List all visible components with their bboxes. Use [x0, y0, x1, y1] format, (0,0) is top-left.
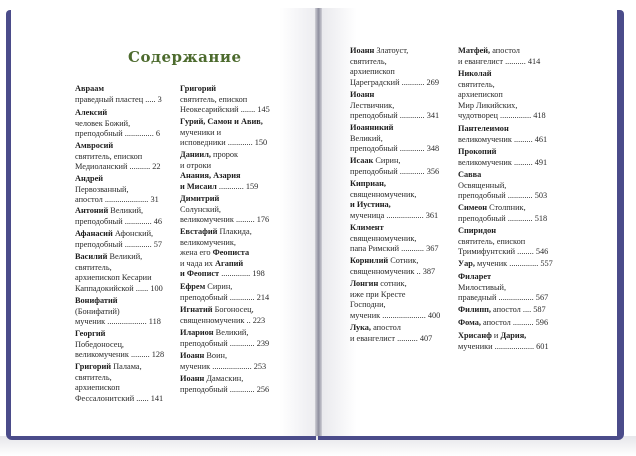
toc-entry [458, 147, 562, 168]
toc-entry-text: апостол .......... 596 [480, 318, 549, 327]
toc-entry-text: исповедники ............ 150 [180, 138, 268, 147]
toc-entry-line [75, 95, 179, 106]
toc-entry-text: мученик .............. 557 [474, 259, 553, 268]
toc-entry-text: преподобный ............. 57 [75, 239, 163, 249]
toc-entry-name: Феописта [212, 248, 250, 257]
toc-entry [75, 84, 179, 105]
toc-entry-line [458, 247, 562, 258]
toc-entry-line [458, 283, 562, 294]
toc-entry-text: апостол ..................... 31 [75, 195, 159, 204]
toc-entry-line [350, 57, 454, 68]
toc-entry-name: Лука, [350, 323, 372, 332]
toc-entry-text: святитель, епископ [458, 236, 526, 246]
toc-entry [75, 108, 179, 140]
toc-entry-line [75, 284, 179, 295]
toc-entry [180, 282, 284, 303]
toc-entry-line [180, 215, 284, 226]
toc-entry-name: Фома, [458, 318, 481, 327]
toc-entry-text: Освященный, [458, 180, 507, 190]
toc-entry-name: и Иустина, [350, 200, 391, 209]
toc-entry-line [180, 128, 284, 139]
toc-entry-text: архиепископ [75, 383, 120, 392]
toc-entry-line [75, 162, 179, 173]
toc-entry-name: Антоний [75, 206, 109, 215]
toc-entry-line [458, 111, 562, 122]
toc-entry-name: Димитрий [180, 194, 220, 203]
toc-entry-line [350, 190, 454, 201]
toc-entry-text: Тримифунтский ........ 546 [458, 247, 549, 256]
toc-entry-line [350, 290, 454, 301]
toc-entry-text: апостол .... 587 [490, 305, 546, 314]
toc-entry-text: чудотворец ............... 418 [458, 111, 546, 120]
toc-entry-name: Гурий, Самон и Авив, [180, 117, 263, 126]
toc-entry-name: Николай [458, 69, 492, 78]
toc-entry-line [75, 307, 179, 318]
toc-entry [350, 90, 454, 122]
toc-entry-line [180, 248, 284, 259]
toc-entry-line [458, 80, 562, 91]
toc-entry-text: преподобный ............ 518 [458, 213, 548, 223]
toc-entry-text: Сирин, [373, 156, 401, 165]
toc-entry-name: Симеон [458, 203, 488, 212]
toc-entry-name: Афанасий [75, 229, 113, 238]
toc-entry [180, 328, 284, 349]
toc-entry-name: Филарет [458, 272, 492, 281]
toc-entry-line [458, 305, 562, 316]
book-spine [315, 8, 322, 436]
toc-entry-text: апостол [371, 323, 401, 332]
toc-entry [458, 331, 562, 352]
toc-entry-line [180, 305, 284, 316]
toc-entry-line [350, 323, 454, 334]
toc-entry-text: архиепископ [458, 90, 503, 99]
toc-entry-text: мученик ................... 118 [75, 317, 161, 326]
toc-entry-line [180, 161, 284, 172]
toc-entry-name: Иоанн [180, 374, 205, 383]
toc-entry-text: апостол [490, 46, 520, 55]
toc-entry-text: Сирин, [205, 282, 233, 291]
toc-entry [180, 84, 284, 116]
toc-entry-line [350, 267, 454, 278]
toc-entry-text: преподобный .............. 6 [75, 129, 161, 138]
toc-entry-line [458, 191, 562, 202]
toc-entry-line [180, 171, 284, 182]
toc-entry-line [350, 234, 454, 245]
toc-entry-text: Медиоланский .......... 22 [75, 162, 161, 171]
toc-entry-text: ............ 159 [216, 181, 259, 191]
toc-entry [350, 46, 454, 88]
toc-entry-text: мученик ................... 253 [180, 361, 267, 371]
toc-entry-text: Цареградский ........... 269 [350, 77, 439, 87]
toc-entry-line [458, 158, 562, 169]
toc-entry-text: Афонский, [112, 229, 154, 238]
toc-entry-text: Великий, [213, 328, 249, 337]
toc-entry-text: Неокесарийский ....... 145 [180, 105, 270, 114]
toc-entry-text: и евангелист .......... 414 [458, 56, 541, 66]
toc-entry-text: святитель, епископ [75, 151, 143, 161]
toc-entry-name: Лонгин [350, 279, 379, 288]
toc-entry-name: Исаак [350, 156, 374, 165]
toc-entry-line [458, 101, 562, 112]
toc-entry-line [75, 229, 179, 240]
toc-entry [75, 141, 179, 173]
toc-entry-text: иже при Кресте [350, 289, 406, 299]
toc-entry [350, 256, 454, 277]
toc-entry-line [75, 206, 179, 217]
toc-entry-line [180, 282, 284, 293]
toc-entry-line [458, 237, 562, 248]
toc-entry-line [75, 340, 179, 351]
toc-entry-line [350, 123, 454, 134]
toc-entry-text: Мир Ликийских, [458, 100, 518, 110]
toc-entry-name: Георгий [75, 329, 106, 338]
toc-entry-name: Прокопий [458, 147, 497, 156]
toc-entry [350, 123, 454, 155]
toc-entry [75, 229, 179, 250]
toc-entry-line [350, 300, 454, 311]
toc-entry [75, 252, 179, 294]
toc-entry-name: Киприан, [350, 179, 386, 188]
toc-entry-text: Воин, [204, 351, 228, 360]
toc-entry-text: великомученик ......... 491 [458, 157, 548, 167]
toc-entry-text: священномученик .. 387 [350, 266, 436, 276]
toc-entry-line [75, 263, 179, 274]
toc-entry-text: преподобный ............ 356 [350, 166, 440, 176]
toc-entry-line [180, 293, 284, 304]
toc-entry-text: .............. 198 [219, 269, 265, 278]
toc-entry-line [458, 203, 562, 214]
toc-entry-name: Иоанникий [350, 123, 394, 132]
toc-entry-name: Савва [458, 170, 482, 179]
toc-entry-name: Даниил, [180, 150, 211, 159]
toc-entry-name: Корнилий [350, 256, 389, 265]
toc-entry-text: Лествичник, [350, 100, 395, 110]
toc-entry [350, 223, 454, 255]
toc-entry-line [350, 200, 454, 211]
toc-entry [75, 206, 179, 227]
toc-entry-text: (Бонифатий) [75, 306, 120, 316]
toc-entry [350, 323, 454, 344]
toc-entry-line [75, 273, 179, 284]
toc-entry-line [350, 46, 454, 57]
toc-entry-line [75, 108, 179, 119]
toc-entry-line [180, 95, 284, 106]
toc-entry [458, 124, 562, 145]
toc-entry [350, 279, 454, 321]
toc-entry [458, 305, 562, 316]
toc-entry-line [75, 373, 179, 384]
toc-entry-line [458, 69, 562, 80]
toc-entry-line [350, 67, 454, 78]
toc-entry-text: преподобный ............ 341 [350, 111, 440, 120]
toc-entry-text: Господни, [350, 300, 386, 309]
toc-entry-name: и Мисаил [180, 181, 217, 191]
toc-entry-line [180, 205, 284, 216]
toc-entry-line [458, 293, 562, 304]
toc-entry-text: Палама, [111, 362, 142, 371]
toc-entry-text: Милостивый, [458, 282, 507, 292]
toc-entry [458, 272, 562, 304]
toc-entry-line [75, 84, 179, 95]
toc-entry-text: мученики ................... 601 [458, 341, 549, 351]
toc-entry-text: преподобный ............. 46 [75, 216, 163, 226]
toc-entry [458, 170, 562, 202]
toc-entry-text: Фессалонитский ...... 141 [75, 393, 164, 403]
toc-entry-text: преподобный ............ 503 [458, 191, 548, 200]
toc-entry-text: святитель, [458, 79, 495, 89]
toc-entry-text: великомученик, [180, 237, 236, 247]
toc-entry-text: Дамаскин, [204, 374, 244, 383]
toc-entry-name: Климент [350, 223, 384, 232]
toc-entry-name: Иоанн [350, 46, 375, 55]
toc-entry-line [75, 174, 179, 185]
toc-entry-line [458, 331, 562, 342]
toc-entry [350, 179, 454, 221]
toc-entry-text: и [491, 331, 501, 340]
toc-entry-text: пророк [210, 150, 239, 159]
toc-entry-text: святитель, [75, 262, 112, 272]
toc-entry-line [180, 316, 284, 327]
toc-entry-text: Великий, [107, 252, 143, 261]
toc-entry-line [180, 117, 284, 128]
toc-entry-line [75, 119, 179, 130]
toc-entry-name: Дария, [500, 331, 527, 340]
page-title: Содержание [128, 48, 242, 66]
toc-entry [75, 362, 179, 404]
toc-entry-line [350, 179, 454, 190]
toc-entry-text: и евангелист .......... 407 [350, 333, 433, 343]
toc-entry-line [458, 135, 562, 146]
toc-entry-line [458, 90, 562, 101]
toc-entry-text: и отроки [180, 160, 212, 170]
toc-entry-text: Златоуст, [374, 46, 409, 55]
toc-entry-text: священномученик, [350, 233, 417, 243]
toc-entry-name: Иоанн [180, 351, 205, 360]
toc-entry-line [458, 124, 562, 135]
toc-entry [458, 69, 562, 122]
toc-entry-line [75, 329, 179, 340]
toc-entry [75, 174, 179, 206]
toc-entry-text: преподобный ............ 348 [350, 144, 440, 153]
toc-entry-line [458, 214, 562, 225]
toc-entry-line [75, 217, 179, 228]
toc-entry [75, 329, 179, 361]
toc-entry-text: мученик ..................... 400 [350, 310, 441, 320]
toc-entry-line [75, 152, 179, 163]
toc-entry-line [350, 211, 454, 222]
toc-entry-text: Первозванный, [75, 184, 129, 194]
toc-entry [180, 194, 284, 226]
toc-entry-line [350, 223, 454, 234]
toc-entry-text: праведный ................. 567 [458, 293, 549, 302]
toc-entry-name: Иоанн [350, 90, 375, 99]
toc-entry-line [75, 317, 179, 328]
toc-entry-line [458, 181, 562, 192]
toc-entry-line [180, 269, 284, 280]
toc-entry-line [180, 362, 284, 373]
toc-entry-name: и Феопист [180, 269, 220, 278]
toc-entry-line [180, 105, 284, 116]
toc-entry-name: Уар, [458, 259, 475, 268]
toc-entry-line [350, 144, 454, 155]
toc-entry-text: Каппадокийской ...... 100 [75, 283, 163, 293]
toc-entry [458, 203, 562, 224]
toc-entry-name: Анания, Азария [180, 171, 241, 180]
toc-entry-line [180, 351, 284, 362]
toc-entry-line [75, 195, 179, 206]
toc-entry-name: Григорий [75, 362, 112, 371]
toc-entry-text: великомученик ......... 461 [458, 134, 548, 144]
toc-entry-line [350, 279, 454, 290]
toc-entry-line [458, 46, 562, 57]
toc-entry-line [180, 194, 284, 205]
toc-entry-name: Хрисанф [458, 331, 492, 340]
toc-entry-text: папа Римский ........... 367 [350, 244, 439, 253]
toc-entry-line [180, 328, 284, 339]
toc-entry-line [350, 334, 454, 345]
toc-entry-name: Андрей [75, 174, 104, 183]
toc-entry-line [180, 374, 284, 385]
toc-entry [75, 296, 179, 328]
toc-entry-line [350, 256, 454, 267]
toc-entry [458, 226, 562, 258]
toc-entry-line [75, 240, 179, 251]
toc-entry-name: Спиридон [458, 226, 497, 235]
toc-entry [180, 150, 284, 192]
toc-entry-name: Вонифатий [75, 296, 118, 305]
toc-entry-text: и чада их [180, 258, 216, 268]
toc-entry-text: Сотник, [388, 256, 419, 265]
toc-entry [458, 318, 562, 329]
toc-entry-line [458, 318, 562, 329]
toc-entry-text: праведный пластец ..... 3 [75, 94, 162, 104]
toc-entry-name: Агапий [215, 258, 244, 268]
toc-entry-text: великомученик ......... 128 [75, 350, 165, 359]
toc-entry-line [180, 339, 284, 350]
toc-entry-text: мученица .................. 361 [350, 210, 439, 220]
toc-entry-text: святитель, [75, 372, 112, 382]
toc-entry-name: Иларион [180, 328, 214, 337]
toc-entry-line [350, 90, 454, 101]
toc-entry-text: преподобный ............ 256 [180, 384, 270, 394]
toc-entry-text: Столпник, [487, 203, 526, 212]
toc-entry-line [458, 272, 562, 283]
toc-entry [458, 259, 562, 270]
toc-entry-text: архиепископ [350, 67, 395, 76]
toc-entry-text: Великий, [350, 133, 383, 143]
toc-entry-name: Василий [75, 252, 108, 261]
toc-entry-name: Филипп, [458, 305, 491, 314]
toc-entry-line [180, 150, 284, 161]
toc-entry-name: Ефрем [180, 282, 206, 291]
toc-entry-text: Богоносец, [212, 305, 254, 314]
toc-entry-text: архиепископ Кесарии [75, 273, 152, 282]
toc-entry-line [75, 252, 179, 263]
toc-entry-line [350, 244, 454, 255]
toc-entry-text: Солунский, [180, 204, 221, 214]
toc-entry-line [458, 170, 562, 181]
toc-entry [180, 305, 284, 326]
toc-entry-text: святитель, епископ [180, 94, 248, 104]
toc-entry-line [180, 138, 284, 149]
toc-entry-text: преподобный ............ 214 [180, 292, 270, 302]
toc-entry-line [180, 227, 284, 238]
toc-entry-line [458, 342, 562, 353]
toc-entry-line [350, 134, 454, 145]
toc-entry [180, 117, 284, 149]
toc-entry-line [75, 141, 179, 152]
toc-entry-name: Амвросий [75, 141, 114, 150]
toc-entry-text: преподобный ............ 239 [180, 338, 270, 348]
toc-entry-line [75, 383, 179, 394]
toc-entry-line [458, 147, 562, 158]
toc-entry [180, 227, 284, 280]
toc-entry-line [180, 238, 284, 249]
toc-entry-line [180, 84, 284, 95]
toc-entry [180, 374, 284, 395]
toc-entry-text: Великий, [108, 206, 144, 215]
toc-entry-line [350, 101, 454, 112]
toc-entry-text: жена его [180, 248, 213, 257]
toc-entry-name: Авраам [75, 84, 105, 93]
toc-entry-line [458, 259, 562, 270]
toc-entry-text: Победоносец, [75, 339, 124, 349]
toc-entry-text: святитель, [350, 56, 387, 66]
toc-entry-name: Григорий [180, 84, 217, 93]
toc-entry-line [458, 57, 562, 68]
toc-entry-name: Пантелеимон [458, 124, 509, 133]
toc-entry-line [458, 226, 562, 237]
toc-entry-text: Плакида, [217, 227, 252, 236]
toc-entry-text: человек Божий, [75, 118, 131, 128]
toc-entry-name: Евстафий [180, 227, 218, 236]
toc-entry-line [180, 259, 284, 270]
toc-entry-line [350, 167, 454, 178]
toc-entry-line [75, 362, 179, 373]
toc-entry-text: сотник, [378, 279, 407, 288]
toc-entry-name: Игнатий [180, 305, 213, 314]
toc-entry-text: священномученик, [350, 189, 417, 199]
toc-entry-name: Алексий [75, 108, 108, 117]
toc-entry-line [75, 394, 179, 405]
toc-entry [350, 156, 454, 177]
toc-entry-line [350, 156, 454, 167]
toc-entry-line [75, 185, 179, 196]
toc-entry-line [180, 385, 284, 396]
toc-entry [180, 351, 284, 372]
toc-entry-line [75, 350, 179, 361]
toc-entry-line [75, 129, 179, 140]
toc-entry [458, 46, 562, 67]
toc-entry-line [350, 311, 454, 322]
toc-entry-line [75, 296, 179, 307]
toc-entry-line [350, 78, 454, 89]
toc-entry-text: великомученик ......... 176 [180, 215, 270, 224]
toc-entry-name: Матфей, [458, 46, 491, 55]
toc-entry-line [180, 182, 284, 193]
toc-entry-line [350, 111, 454, 122]
toc-entry-text: мученики и [180, 127, 222, 137]
toc-entry-text: священномученик .. 223 [180, 315, 266, 325]
